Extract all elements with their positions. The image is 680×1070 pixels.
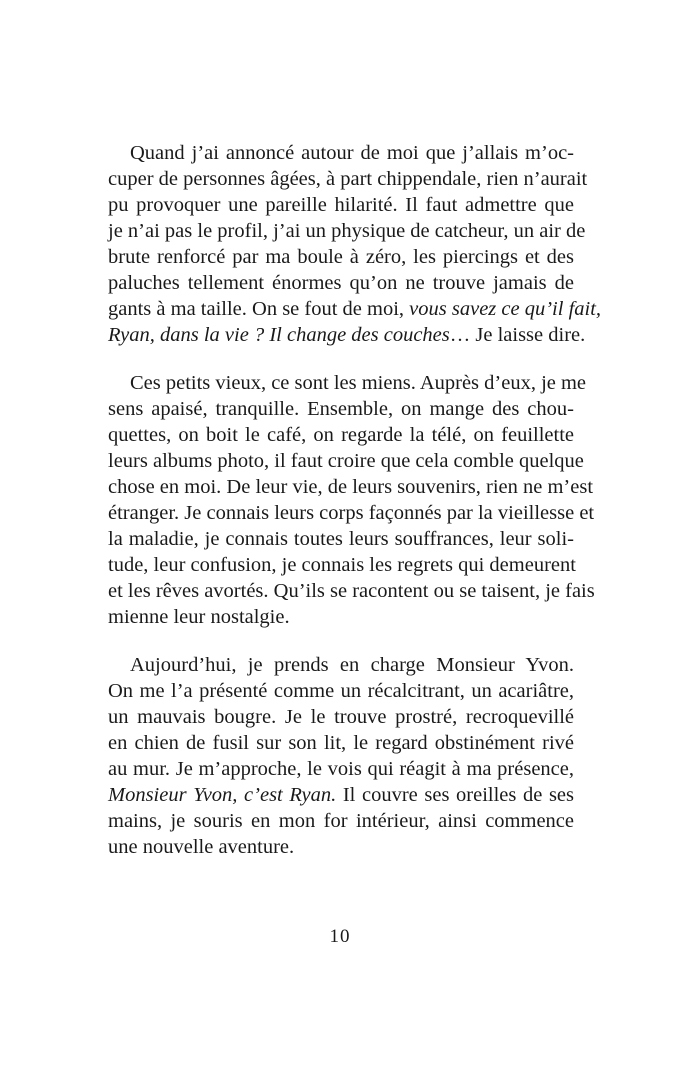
text-line: quettes, on boit le café, on regarde la télé, on feuillette xyxy=(108,424,574,446)
page-number: 10 xyxy=(329,926,351,947)
paragraph-3 xyxy=(108,652,574,860)
text-line: une nouvelle aventure. xyxy=(108,836,295,858)
text-line xyxy=(108,782,574,808)
italic-text-run: Ryan, dans la vie ? Il change des couches xyxy=(108,324,450,346)
text-line: étranger. Je connais leurs corps façonnés par la vieillesse et xyxy=(108,502,595,524)
text-line: et les rêves avortés. Qu’ils se racontent ou se taisent, je fais xyxy=(108,580,595,602)
paragraph-2 xyxy=(108,370,595,630)
text-line: Aujourd’hui, je prends en charge Monsieur Yvon. xyxy=(130,654,574,676)
text-line: tude, leur confusion, je connais les regrets qui demeurent xyxy=(108,554,576,576)
text-run: Il couvre ses oreilles de ses xyxy=(336,784,574,806)
text-run: gants à ma taille. On se fout de moi, xyxy=(108,298,410,320)
text-line: leurs albums photo, il faut croire que cela comble quelque xyxy=(108,450,584,472)
text-line: On me l’a présenté comme un récalcitrant, un acariâtre, xyxy=(108,680,574,702)
text-line: je n’ai pas le profil, j’ai un physique de catcheur, un air de xyxy=(108,220,586,242)
paragraph-1 xyxy=(108,140,602,348)
italic-text-run: Monsieur Yvon, c’est Ryan. xyxy=(108,784,337,806)
text-line: un mauvais bougre. Je le trouve prostré, recroquevillé xyxy=(108,706,574,728)
paragraph-gap xyxy=(108,348,574,370)
text-line: en chien de fusil sur son lit, le regard obstinément rivé xyxy=(108,732,574,754)
paragraph-gap xyxy=(108,630,574,652)
text-line: chose en moi. De leur vie, de leurs souvenirs, rien ne m’est xyxy=(108,476,594,498)
text-line xyxy=(108,322,586,348)
text-line: sens apaisé, tranquille. Ensemble, on mange des chou- xyxy=(108,398,574,420)
italic-text-run: vous savez ce qu’il fait, xyxy=(409,298,602,320)
text-line: Quand j’ai annoncé autour de moi que j’allais m’oc- xyxy=(130,142,574,164)
text-line: paluches tellement énormes qu’on ne trouve jamais de xyxy=(108,272,574,294)
text-line: brute renforcé par ma boule à zéro, les piercings et des xyxy=(108,246,574,268)
text-line: au mur. Je m’approche, le vois qui réagit à ma présence, xyxy=(108,758,574,780)
text-run: … Je laisse dire. xyxy=(449,324,586,346)
text-line: pu provoquer une pareille hilarité. Il faut admettre que xyxy=(108,194,574,216)
body-text xyxy=(108,140,602,860)
text-line: Ces petits vieux, ce sont les miens. Auprès d’eux, je me xyxy=(130,372,587,394)
text-line: mienne leur nostalgie. xyxy=(108,606,290,628)
text-line: mains, je souris en mon for intérieur, ainsi commence xyxy=(108,810,574,832)
text-line: la maladie, je connais toutes leurs souffrances, leur soli- xyxy=(108,528,574,550)
text-line: cuper de personnes âgées, à part chippendale, rien n’aurait xyxy=(108,168,588,190)
text-line xyxy=(108,296,602,322)
